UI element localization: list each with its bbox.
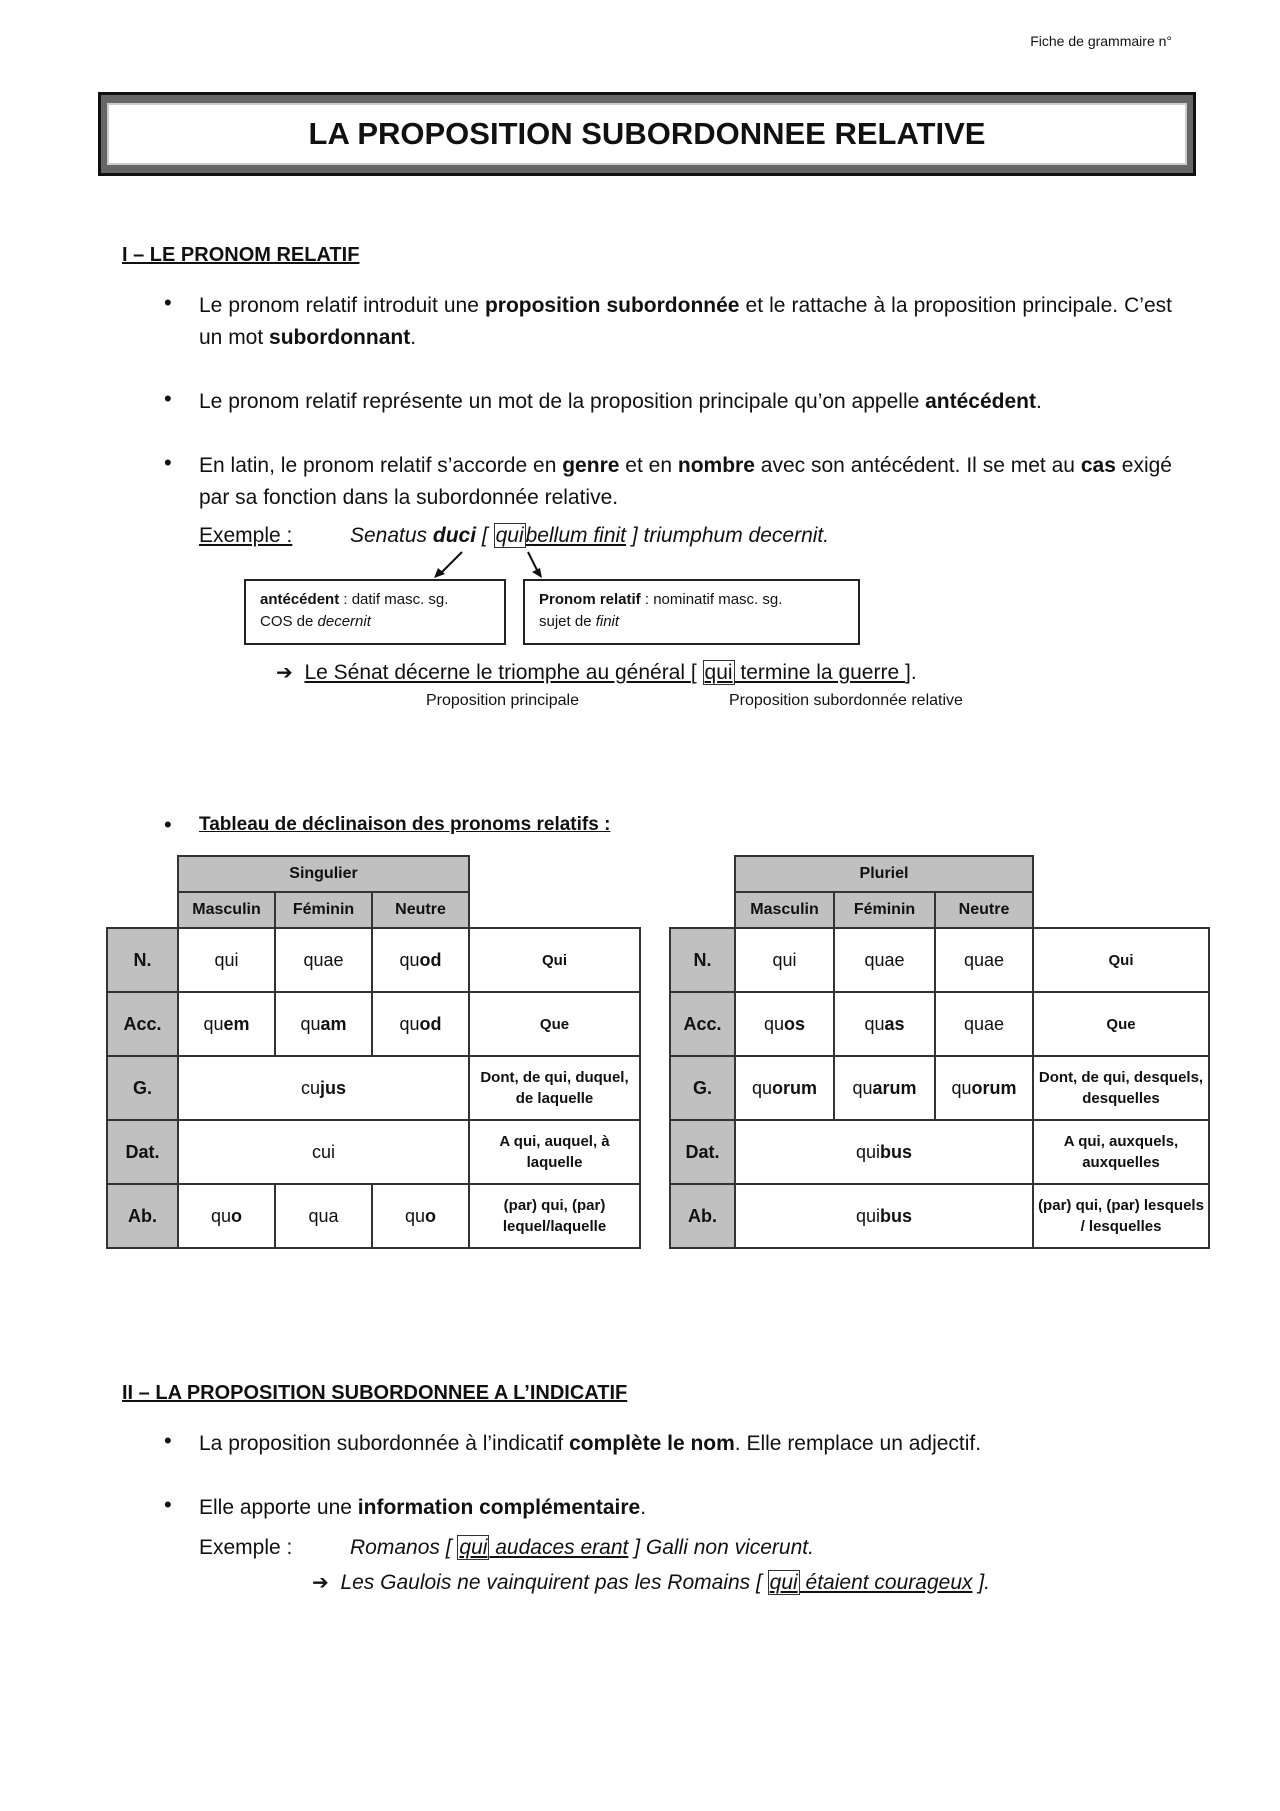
bullet-icon: • — [164, 290, 172, 315]
table-row — [107, 1056, 640, 1120]
case-label: Dat. — [107, 1120, 178, 1184]
table-row — [670, 1056, 1209, 1120]
form-cell: quam — [275, 992, 372, 1056]
gender-header: Neutre — [372, 892, 469, 928]
form-cell: quorum — [735, 1056, 834, 1120]
case-label: Acc. — [107, 992, 178, 1056]
bullet-icon: • — [164, 1428, 172, 1453]
case-label: G. — [670, 1056, 735, 1120]
table-row — [670, 1120, 1209, 1184]
translation-cell: Dont, de qui, duquel, de laquelle — [469, 1056, 640, 1120]
table-row — [670, 928, 1209, 992]
arrow-right-icon: ➔ — [312, 1572, 329, 1594]
table-row — [107, 1184, 640, 1248]
case-label: G. — [107, 1056, 178, 1120]
number-header: Singulier — [178, 856, 469, 892]
form-cell: quorum — [935, 1056, 1033, 1120]
table-row — [107, 992, 640, 1056]
arrow-to-pronoun — [528, 552, 538, 572]
bullet-icon: • — [164, 450, 172, 475]
form-cell: quem — [178, 992, 275, 1056]
paragraph-4: La proposition subordonnée à l’indicatif complète le nom. Elle remplace un adjectif. — [199, 1432, 982, 1455]
case-label: Acc. — [670, 992, 735, 1056]
form-cell: quae — [275, 928, 372, 992]
table-row — [670, 1184, 1209, 1248]
form-cell: quibus — [735, 1120, 1033, 1184]
form-cell: quos — [735, 992, 834, 1056]
paragraph-1: Le pronom relatif introduit une proposition subordonnée et le rattache à la proposition principale. C’est un mot subordonnant. — [199, 294, 1172, 349]
form-cell: quae — [834, 928, 935, 992]
translation-cell: (par) qui, (par) lequel/laquelle — [469, 1184, 640, 1248]
plural-declension-table — [669, 855, 1210, 1249]
form-cell: quod — [372, 992, 469, 1056]
form-cell: qui — [178, 928, 275, 992]
number-header: Pluriel — [735, 856, 1033, 892]
form-cell: quarum — [834, 1056, 935, 1120]
gender-header: Masculin — [178, 892, 275, 928]
form-cell: quo — [178, 1184, 275, 1248]
form-cell: qua — [275, 1184, 372, 1248]
translation-cell: Dont, de qui, desquels, desquelles — [1033, 1056, 1209, 1120]
gender-header: Neutre — [935, 892, 1033, 928]
case-label: Ab. — [107, 1184, 178, 1248]
form-cell: quod — [372, 928, 469, 992]
arrowhead — [532, 568, 542, 578]
arrow-right-icon: ➔ — [276, 662, 293, 684]
form-cell: quo — [372, 1184, 469, 1248]
translation-cell: (par) qui, (par) lesquels / lesquelles — [1033, 1184, 1209, 1248]
case-label: N. — [107, 928, 178, 992]
form-cell: quas — [834, 992, 935, 1056]
case-label: N. — [670, 928, 735, 992]
arrow-to-antecedent — [440, 552, 462, 574]
paragraph-2: Le pronom relatif représente un mot de la proposition principale qu’on appelle antécédent. — [199, 390, 1042, 413]
label-main-clause: Proposition principale — [426, 692, 579, 709]
page-title: LA PROPOSITION SUBORDONNEE RELATIVE — [107, 103, 1187, 165]
antecedent-note-box: antécédent : datif masc. sg. COS de decernit — [244, 579, 506, 645]
worksheet-number: Fiche de grammaire n° — [1030, 33, 1172, 49]
paragraph-3: En latin, le pronom relatif s’accorde en genre et en nombre avec son antécédent. Il se met au cas exigé par sa fonction dans la subordonnée relative. — [199, 454, 1172, 509]
table-heading: Tableau de déclinaison des pronoms relatifs : — [199, 814, 611, 835]
case-label: Dat. — [670, 1120, 735, 1184]
translation-cell: Qui — [469, 928, 640, 992]
translation-cell: A qui, auxquels, auxquelles — [1033, 1120, 1209, 1184]
table-row — [107, 928, 640, 992]
example-label: Exemple : — [199, 524, 293, 547]
pronoun-note-box: Pronom relatif : nominatif masc. sg. sujet de finit — [523, 579, 860, 645]
table-row — [670, 992, 1209, 1056]
form-cell: qui — [735, 928, 834, 992]
section-2-heading: II – LA PROPOSITION SUBORDONNEE A L’INDICATIF — [122, 1382, 628, 1404]
arrows — [420, 548, 560, 580]
form-cell: cujus — [178, 1056, 469, 1120]
bullet-icon: • — [164, 1492, 172, 1517]
label-relative-clause: Proposition subordonnée relative — [729, 692, 963, 709]
bullet-icon: • — [164, 386, 172, 411]
gender-header: Féminin — [834, 892, 935, 928]
example-sentence: Senatus duci [ quibellum finit ] triumphum decernit. — [350, 524, 830, 547]
translation-cell: A qui, auquel, à laquelle — [469, 1120, 640, 1184]
form-cell: quae — [935, 928, 1033, 992]
section-1-heading: I – LE PRONOM RELATIF — [122, 244, 360, 266]
example-label-2: Exemple : — [199, 1536, 293, 1559]
translation-cell: Que — [1033, 992, 1209, 1056]
translation-2: ➔ Les Gaulois ne vainquirent pas les Romains [ qui étaient courageux ]. — [312, 1571, 991, 1594]
title-frame — [98, 92, 1196, 176]
table-row — [107, 1120, 640, 1184]
singular-declension-table — [106, 855, 641, 1249]
gender-header: Masculin — [735, 892, 834, 928]
bullet-icon: • — [164, 812, 172, 837]
form-cell: quibus — [735, 1184, 1033, 1248]
translation-cell: Que — [469, 992, 640, 1056]
form-cell: cui — [178, 1120, 469, 1184]
translation-cell: Qui — [1033, 928, 1209, 992]
gender-header: Féminin — [275, 892, 372, 928]
translation-1: ➔ Le Sénat décerne le triomphe au général [ qui termine la guerre ]. — [276, 661, 917, 684]
paragraph-5: Elle apporte une information complémentaire. — [199, 1496, 647, 1519]
case-label: Ab. — [670, 1184, 735, 1248]
example-sentence-2: Romanos [ qui audaces erant ] Galli non vicerunt. — [350, 1536, 814, 1559]
form-cell: quae — [935, 992, 1033, 1056]
